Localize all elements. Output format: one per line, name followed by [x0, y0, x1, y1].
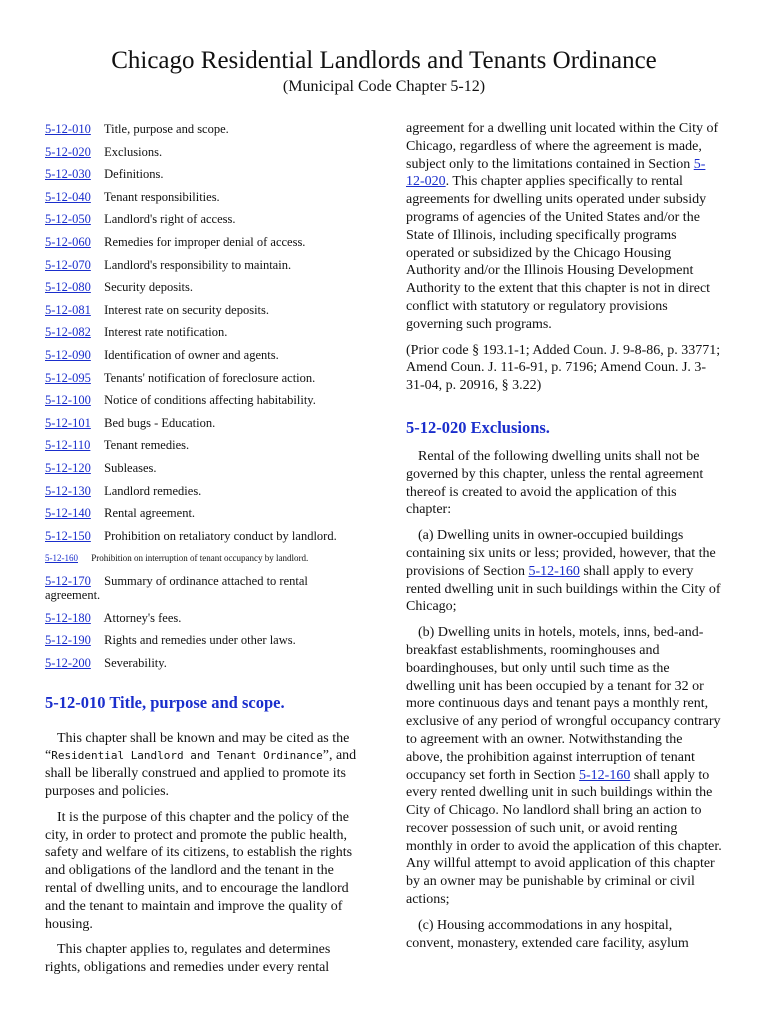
toc-link[interactable]: 5-12-140 — [45, 506, 91, 521]
toc-link[interactable]: 5-12-170 — [45, 573, 91, 588]
paragraph: It is the purpose of this chapter and the policy of the city, in order to protect and promote the public health, safety and welfare of its citizens, to establish the rights and obligations of the landlord and the tenant in the rental of dwelling units, and to encourage the landlord and the tenant to maintain and improve the quality of housing. — [45, 809, 353, 932]
toc-item: 5-12-030 Definitions. — [45, 163, 363, 186]
toc-item: 5-12-200 Severability. — [45, 652, 363, 675]
left-column — [45, 118, 363, 977]
toc-link[interactable]: 5-12-070 — [45, 257, 91, 272]
section-heading: 5-12-010 Title, purpose and scope. — [45, 692, 285, 712]
toc-item: 5-12-160 Prohibition on interruption of tenant occupancy by landlord. — [45, 547, 363, 570]
toc-item: 5-12-190 Rights and remedies under other laws. — [45, 629, 363, 652]
toc-link[interactable]: 5-12-130 — [45, 483, 91, 498]
history-note: (Prior code § 193.1-1; Added Coun. J. 9-8-86, p. 33771; Amend Coun. J. 11-6-91, p. 7196; Amend Coun. J. 3-31-04, p. 20916, § 3.22) — [406, 342, 721, 394]
toc-item: 5-12-095 Tenants' notification of foreclosure action. — [45, 367, 363, 390]
paragraph: agreement for a dwelling unit located within the City of Chicago, regardless of where the agreement is made, subject only to the limitations contained in Section 5-12-020. This chapter applies specifically to rental agreements for dwelling units operated under subsidy programs of agencies of the United States and/or the State of Illinois, including specifically programs operated or subsidized by the Chicago Housing Authority and/or the Illinois Housing Development Authority to the extent that this chapter is not in direct conflict with statutory or regulatory provisions governing such programs. — [406, 121, 719, 332]
toc-item: 5-12-150 Prohibition on retaliatory conduct by landlord. — [45, 525, 363, 548]
toc-item: 5-12-060 Remedies for improper denial of access. — [45, 231, 363, 254]
section-heading: 5-12-020 Exclusions. — [406, 417, 550, 437]
toc-item: 5-12-080 Security deposits. — [45, 276, 363, 299]
toc-link[interactable]: 5-12-120 — [45, 460, 91, 475]
toc-link[interactable]: 5-12-010 — [45, 122, 91, 136]
toc-link[interactable]: 5-12-110 — [45, 438, 91, 453]
toc-link[interactable]: 5-12-095 — [45, 370, 91, 385]
toc-link[interactable]: 5-12-090 — [45, 347, 91, 362]
toc-link[interactable]: 5-12-200 — [45, 656, 91, 671]
toc-item: 5-12-070 Landlord's responsibility to maintain. — [45, 254, 363, 277]
toc-item: 5-12-050 Landlord's right of access. — [45, 208, 363, 231]
paragraph: This chapter applies to, regulates and determines rights, obligations and remedies under every rental — [45, 942, 331, 976]
toc-item: 5-12-040 Tenant responsibilities. — [45, 186, 363, 209]
toc-link[interactable]: 5-12-040 — [45, 189, 91, 204]
toc-link[interactable]: 5-12-081 — [45, 302, 91, 317]
paragraph: (c) Housing accommodations in any hospital, convent, monastery, extended care facility, asylum — [406, 917, 689, 951]
toc-item: 5-12-081 Interest rate on security deposits. — [45, 299, 363, 322]
document-title: Chicago Residential Landlords and Tenants Ordinance — [111, 47, 657, 74]
toc-link[interactable]: 5-12-080 — [45, 280, 91, 295]
toc-item: 5-12-082 Interest rate notification. — [45, 321, 363, 344]
toc-item: 5-12-170 Summary of ordinance attached to rental agreement. — [45, 573, 308, 602]
toc-item: 5-12-110 Tenant remedies. — [45, 434, 363, 457]
toc-link[interactable]: 5-12-030 — [45, 167, 91, 182]
toc-item: 5-12-100 Notice of conditions affecting habitability. — [45, 389, 363, 412]
paragraph: This chapter shall be known and may be cited as the “Residential Landlord and Tenant Ordinance”, and shall be liberally construed and applied to promote its purposes and policies. — [45, 730, 357, 800]
toc-link[interactable]: 5-12-100 — [45, 393, 91, 408]
toc-item: 5-12-020 Exclusions. — [45, 141, 363, 164]
toc-link[interactable]: 5-12-060 — [45, 234, 91, 249]
toc-item: 5-12-120 Subleases. — [45, 457, 363, 480]
toc-link[interactable]: 5-12-190 — [45, 633, 91, 648]
toc-item: 5-12-140 Rental agreement. — [45, 502, 363, 525]
paragraph: Rental of the following dwelling units shall not be governed by this chapter, unless the rental agreement thereof is created to avoid the application of this chapter: — [406, 448, 704, 518]
table-of-contents — [45, 118, 363, 675]
toc-link[interactable]: 5-12-160 — [45, 553, 78, 564]
section-link[interactable]: 5-12-020 — [406, 156, 706, 190]
paragraph: (a) Dwelling units in owner-occupied buildings containing six units or less; provided, however, that the provisions of Section 5-12-160 shall apply to every rented dwelling unit in such buildings within the City of Chicago; — [406, 528, 721, 615]
toc-link[interactable]: 5-12-082 — [45, 325, 91, 340]
paragraph: (b) Dwelling units in hotels, motels, inns, bed-and-breakfast establishments, roominghouses and boardinghouses, but only until such time as the dwelling unit has been occupied by a tenant for 32 or more continuous days and tenant pays a monthly rent, exclusive of any period of wrongful occupancy contrary to agreement with an owner. Notwithstanding the above, the prohibition against interruption of tenant occupancy set forth in Section 5-12-160 shall apply to every rented dwelling unit in such buildings within the City of Chicago. No landlord shall bring an action to recover possession of such unit, or avoid renting monthly in order to avoid the application of this chapter. Any willful attempt to avoid application of this chapter by an owner may be punishable by criminal or civil actions; — [406, 625, 722, 908]
toc-item: 5-12-130 Landlord remedies. — [45, 480, 363, 503]
document-subtitle: (Municipal Code Chapter 5-12) — [282, 78, 486, 95]
section-link[interactable]: 5-12-160 — [579, 767, 631, 783]
toc-link[interactable]: 5-12-180 — [45, 610, 91, 625]
toc-link[interactable]: 5-12-020 — [45, 144, 91, 159]
toc-item: 5-12-180 Attorney's fees. — [45, 607, 363, 630]
toc-link[interactable]: 5-12-050 — [45, 212, 91, 227]
toc-link[interactable]: 5-12-101 — [45, 415, 91, 430]
toc-item: 5-12-090 Identification of owner and agents. — [45, 344, 363, 367]
section-link[interactable]: 5-12-160 — [528, 563, 580, 579]
right-column — [406, 120, 722, 952]
toc-item: 5-12-101 Bed bugs - Education. — [45, 412, 363, 435]
toc-item: 5-12-010 Title, purpose and scope. — [45, 118, 363, 141]
toc-link[interactable]: 5-12-150 — [45, 528, 91, 543]
